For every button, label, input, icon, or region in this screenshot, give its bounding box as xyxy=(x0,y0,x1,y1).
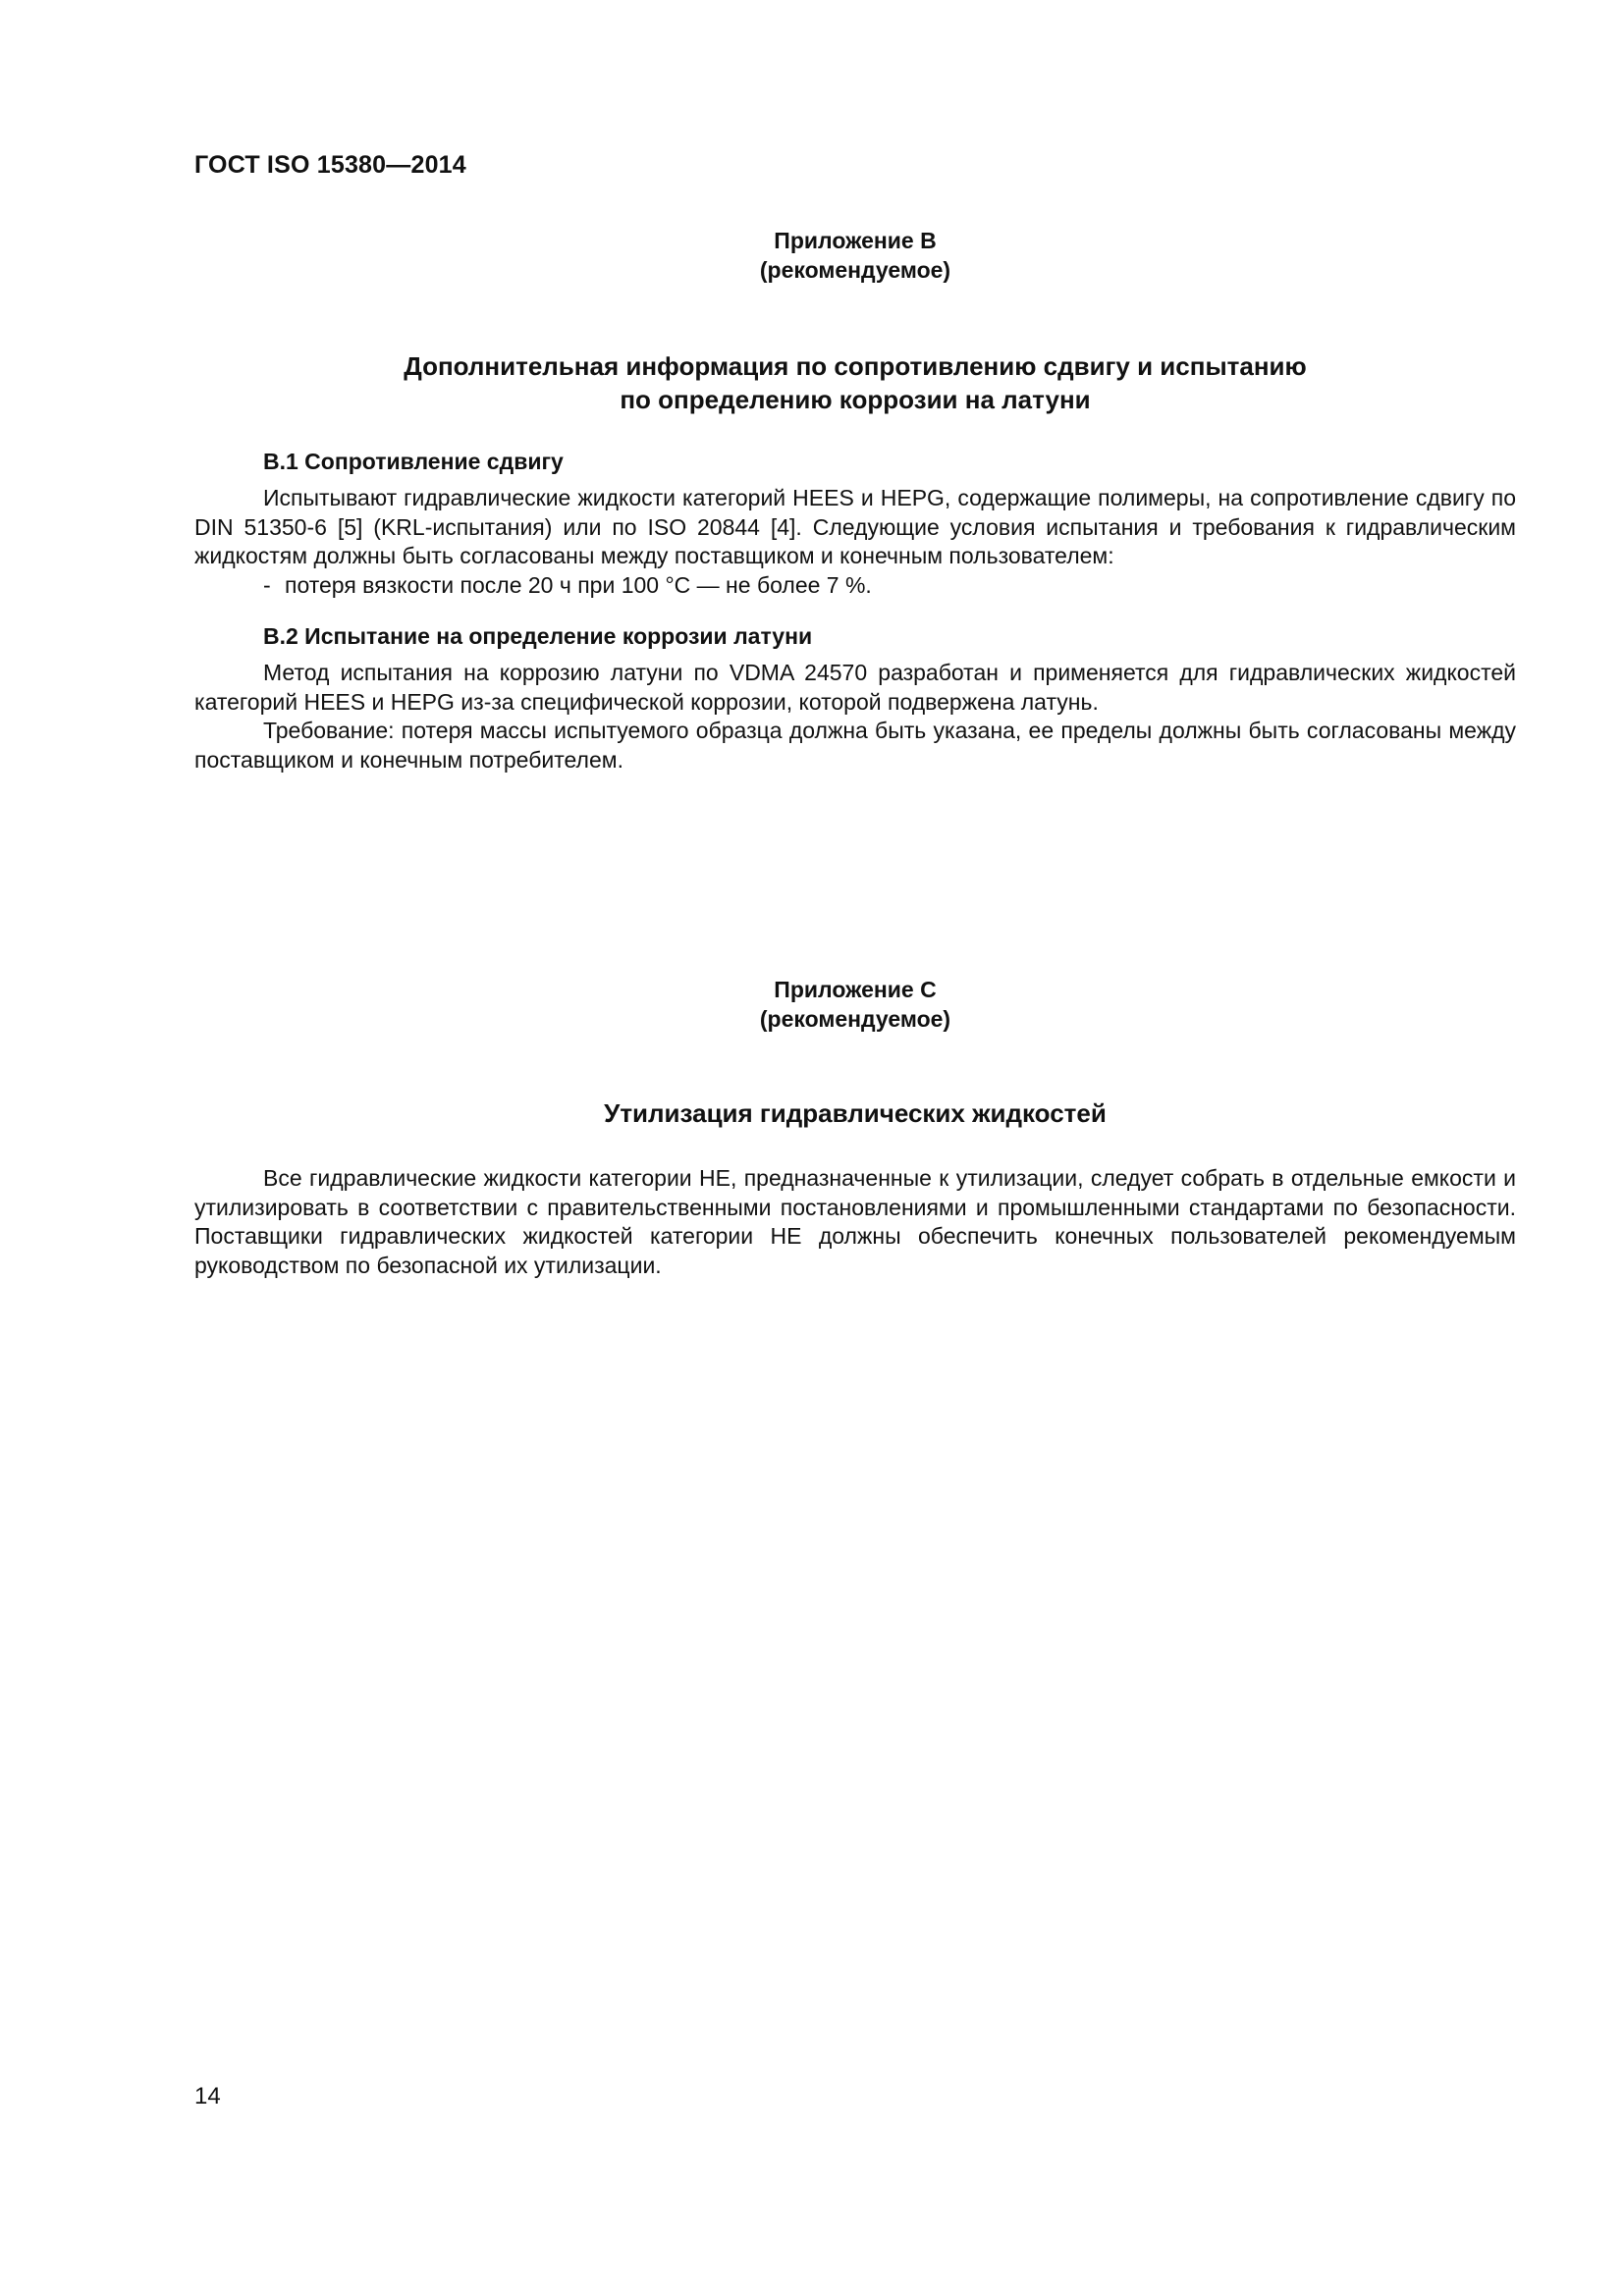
section-b1-heading: В.1 Сопротивление сдвигу xyxy=(263,449,564,474)
section-b2-heading: В.2 Испытание на определение коррозии латуни xyxy=(263,623,813,649)
annex-b-title-line1: Приложение В xyxy=(774,228,937,253)
list-item-text: потеря вязкости после 20 ч при 100 °С — не более 7 %. xyxy=(285,571,872,598)
section-b2-paragraph-1: Метод испытания на коррозию латуни по VDMA 24570 разработан и применяется для гидравлических жидкостей категорий HEES и HEPG из-за специфической коррозии, которой подвержена латунь. xyxy=(194,660,1516,715)
document-code: ГОСТ ISO 15380—2014 xyxy=(194,151,466,179)
annex-c-title xyxy=(194,975,1516,1034)
section-b1-list-item xyxy=(194,571,1516,601)
section-b2 xyxy=(194,622,1516,774)
section-b1-paragraph: Испытывают гидравлические жидкости категорий HEES и HEPG, содержащие полимеры, на сопротивление сдвигу по DIN 51350-6 [5] (KRL-испытания) или по ISO 20844 [4]. Следующие условия испытания и требования к гидравлическим жидкостям должны быть согласованы между поставщиком и конечным пользователем: xyxy=(194,485,1516,568)
section-b2-paragraph-2: Требование: потеря массы испытуемого образца должна быть указана, ее пределы должны быть согласованы между поставщиком и конечным потребителем. xyxy=(194,718,1516,773)
page-number: 14 xyxy=(194,2083,221,2109)
annex-b-title xyxy=(194,226,1516,285)
annex-b-heading-line2: по определению коррозии на латуни xyxy=(620,385,1091,414)
annex-b-heading-line1: Дополнительная информация по сопротивлению сдвигу и испытанию xyxy=(404,351,1307,381)
annex-c-heading xyxy=(194,1096,1516,1130)
annex-b-heading xyxy=(194,349,1516,416)
list-bullet: - xyxy=(263,571,271,598)
annex-b-title-line2: (рекомендуемое) xyxy=(759,257,951,283)
annex-c-title-line2: (рекомендуемое) xyxy=(759,1006,951,1032)
annex-c-title-line1: Приложение С xyxy=(774,977,937,1002)
annex-c-heading-text: Утилизация гидравлических жидкостей xyxy=(604,1098,1107,1128)
annex-c-body xyxy=(194,1164,1516,1280)
section-b1 xyxy=(194,448,1516,600)
annex-c-paragraph: Все гидравлические жидкости категории НЕ, предназначенные к утилизации, следует собрать в отдельные емкости и утилизировать в соответствии с правительственными постановлениями и промышленными стандартами по безопасности. Поставщики гидравлических жидкостей категории НЕ должны обеспечить конечных пользователей рекомендуемым руководством по безопасной их утилизации. xyxy=(194,1165,1516,1278)
